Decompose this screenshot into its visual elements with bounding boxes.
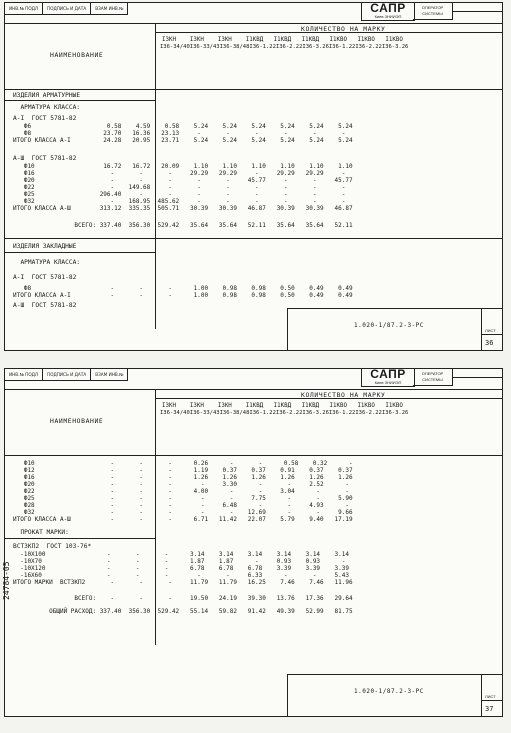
- name-title: НАИМЕНОВАНИЕ: [50, 51, 104, 59]
- grand-total-row: ОБЩИЙ РАСХОД: 337.40 356.30 529.42 55.14 59.82 91.42 49.39 52.99 81.75: [13, 608, 353, 615]
- table-row: Ф32 - - - - - 12.69 - - 9.66: [13, 509, 353, 516]
- row-a3-gost: А-Ш ГОСТ 5781-82: [13, 155, 77, 162]
- table-row: -10Х70 - - - 1.87 1.87 - 0.93 0.93 -: [13, 558, 346, 565]
- row-a1-gost: А-I ГОСТ 5781-82: [13, 274, 77, 281]
- name-title: НАИМЕНОВАНИЕ: [50, 417, 104, 425]
- title-block-rule: [287, 308, 502, 309]
- table-row: Ф32 - 168.95 485.62 - - - - - -: [13, 198, 346, 205]
- total-row: ВСЕГО: - - - 19.50 24.19 39.30 13.76 17.36 29.64: [13, 595, 353, 602]
- qty-title: КОЛИЧЕСТВО НА МАРКУ: [301, 391, 386, 399]
- table-row: Ф20 - - - - 3.30 - - 2.52 -: [13, 481, 349, 488]
- table-row: Ф25 296.40 - - - - - - - -: [13, 191, 346, 198]
- row-rule: [5, 100, 155, 101]
- mark-line-2: I36-34/40I36-33/43I36-38/48I36-1.22I36-2.22I36-3.26I36-1.22I36-2.22I36-3.26: [160, 44, 409, 50]
- table-row: -10Х120 - - - 6.78 6.78 6.78 3.39 3.39 3.39: [13, 565, 349, 572]
- sheet-36: [4, 2, 503, 351]
- table-row: Ф28 - - - - 6.48 - - 4.93 -: [13, 502, 349, 509]
- logo-sub: Киев ЗНИИЭП: [374, 380, 402, 385]
- sheet-num-rule: [481, 700, 502, 701]
- mark-line-1: I3КН I3КН I3КН I1КВД I1КВД I1КВД I1КВО I1КВО I1КВО: [162, 403, 403, 409]
- table-row: Ф20 - - - - - 45.77 - - 45.77: [13, 177, 353, 184]
- table-row: ИТОГО КЛАССА А-Ш 313.12 335.35 505.71 30.39 30.39 46.87 30.39 30.39 46.87: [13, 205, 353, 212]
- systems-label: СИСТЕМЫ: [422, 377, 443, 382]
- table-row: -10Х100 - - - 3.14 3.14 3.14 3.14 3.14 3.14: [13, 551, 349, 558]
- title-block-sheet-divider: [481, 674, 482, 716]
- operator-label: ОПЕРАТОР: [421, 371, 444, 376]
- table-row: ИТОГО КЛАССА А-I - - - 1.00 0.98 0.98 0.50 0.49 0.49: [13, 292, 353, 299]
- row-a1-gost: А-I ГОСТ 5781-82: [13, 115, 77, 122]
- logo-main: САПР: [370, 367, 406, 381]
- table-row: -16Х60 - - - - - 6.33 - - 5.43: [13, 572, 349, 579]
- logo-sub: Киев ЗНИИЭП: [374, 14, 402, 19]
- mark-line-1: I3КН I3КН I3КН I1КВД I1КВД I1КВД I1КВО I1КВО I1КВО: [162, 37, 403, 43]
- table-row: Ф16 - - - 1.26 1.26 1.26 1.26 1.26 1.26: [13, 474, 353, 481]
- vzam-label: ВЗАМ ИНВ.№: [91, 369, 128, 380]
- table-row: Ф8 - - - 1.00 0.98 0.98 0.50 0.49 0.49: [13, 285, 353, 292]
- sign-label: ПОДПИСЬ И ДАТА: [43, 3, 91, 14]
- header-bottom-rule: [5, 89, 502, 90]
- header-top-rule: [5, 389, 502, 390]
- mark-line-2: I36-34/40I36-33/43I36-38/48I36-1.22I36-2.22I36-3.26I36-1.22I36-2.22I36-3.26: [160, 410, 409, 416]
- title-block-rule: [287, 674, 502, 675]
- table-row: ИТОГО МАРКИ ВСТ3КП2 - - - 11.79 11.79 16.25 7.46 7.46 11.96: [13, 579, 353, 586]
- sheet-number: 37: [485, 705, 494, 713]
- sheet-num-rule: [481, 334, 502, 335]
- archive-number: 24784-05: [2, 561, 11, 600]
- table-row: Ф8 23.70 16.36 23.13 - - - - - -: [13, 130, 346, 137]
- title-block-sheet-divider: [481, 308, 482, 350]
- title-block-left: [287, 674, 288, 716]
- qty-title: КОЛИЧЕСТВО НА МАРКУ: [301, 25, 386, 33]
- sapr-logo: [361, 369, 415, 387]
- title-block-left: [287, 308, 288, 350]
- vzam-label: ВЗАМ ИНВ.№: [91, 3, 128, 14]
- stamp-strip: [5, 369, 128, 381]
- sign-label: ПОДПИСЬ И ДАТА: [43, 369, 91, 380]
- sheet-label: ЛИСТ: [485, 328, 496, 333]
- row-products: ИЗДЕЛИЯ АРМАТУРНЫЕ: [13, 92, 81, 99]
- row-class-title: АРМАТУРА КЛАССА:: [13, 259, 81, 266]
- row-steel-gost: ВСТ3КП2 ГОСТ 103-76*: [13, 543, 92, 550]
- header-bottom-rule: [5, 455, 502, 456]
- table-row: Ф25 - - - - - 7.75 - - 5.90: [13, 495, 353, 502]
- sapr-logo: [361, 3, 415, 21]
- sheet-label: ЛИСТ: [485, 694, 496, 699]
- table-row: Ф10 16.72 16.72 20.09 1.10 1.10 1.10 1.10 1.10 1.10: [13, 163, 353, 170]
- table-row: Ф10 - - - 0.26 - - 0.58 0.32 -: [13, 460, 353, 467]
- table-row: Ф22 - 149.68 - - - - - - -: [13, 184, 346, 191]
- operator-box: [413, 369, 453, 386]
- header-top-rule: [5, 23, 502, 24]
- sheet-number: 36: [485, 339, 494, 347]
- inv-label: ИНВ.№ ПОДЛ: [5, 3, 43, 14]
- row-a3-gost: А-Ш ГОСТ 5781-82: [13, 302, 77, 309]
- sheet-37: [4, 368, 503, 717]
- row-embedded: ИЗДЕЛИЯ ЗАКЛАДНЫЕ: [13, 243, 77, 250]
- row-class-title: АРМАТУРА КЛАССА:: [13, 104, 81, 111]
- total-row: ВСЕГО: 337.40 356.30 529.42 35.64 35.64 52.11 35.64 35.64 52.11: [13, 222, 353, 229]
- table-row: ИТОГО КЛАССА А-I 24.28 20.95 23.71 5.24 5.24 5.24 5.24 5.24 5.24: [13, 137, 353, 144]
- document-code: 1.020-1/87.2-3-РС: [354, 322, 424, 329]
- inv-label: ИНВ.№ ПОДЛ: [5, 369, 43, 380]
- operator-ext: [453, 369, 502, 378]
- table-row: Ф16 - - - 29.29 29.29 - 29.29 29.29 -: [13, 170, 346, 177]
- logo-main: САПР: [370, 1, 406, 15]
- operator-box: [413, 3, 453, 20]
- table-row: Ф6 0.58 4.59 0.58 5.24 5.24 5.24 5.24 5.24 5.24: [13, 123, 353, 130]
- stamp-strip: [5, 3, 128, 15]
- document-code: 1.020-1/87.2-3-РС: [354, 688, 424, 695]
- operator-label: ОПЕРАТОР: [421, 5, 444, 10]
- table-row: Ф22 - - - 4.00 - - 3.04 - -: [13, 488, 349, 495]
- section-rule: [5, 238, 502, 239]
- row-rolled-title: ПРОКАТ МАРКИ:: [13, 529, 69, 536]
- operator-ext: [453, 3, 502, 12]
- row-rule: [5, 252, 155, 253]
- systems-label: СИСТЕМЫ: [422, 11, 443, 16]
- row-rule: [5, 538, 155, 539]
- table-row: Ф12 - - - 1.19 0.37 0.37 0.91 0.37 0.37: [13, 467, 353, 474]
- table-row: ИТОГО КЛАССА А-Ш - - - 6.71 11.42 22.07 5.79 9.40 17.19: [13, 516, 353, 523]
